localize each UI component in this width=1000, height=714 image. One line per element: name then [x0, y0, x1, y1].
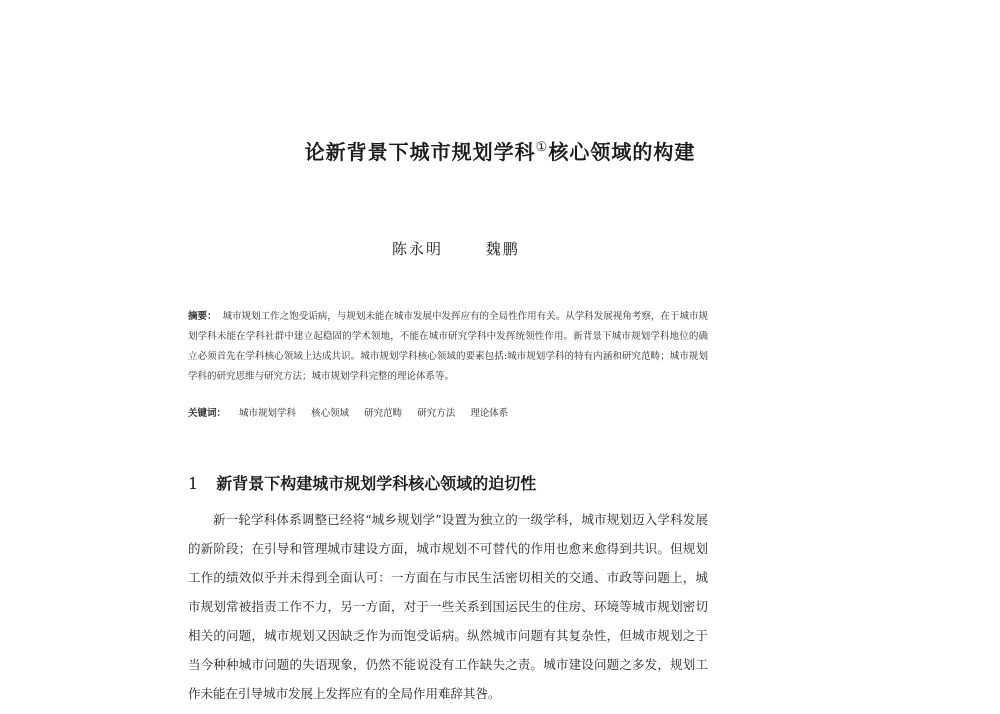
section-number: 1 — [188, 474, 199, 493]
keyword-item: 城市规划学科 — [239, 408, 297, 419]
authors — [392, 238, 520, 259]
section-heading — [188, 471, 536, 494]
abstract-text: 城市规划工作之饱受诟病，与规划未能在城市发展中发挥应有的全局性作用有关。从学科发展视角考察，在于城市规划学科未能在学科社群中建立起稳固的学术领地，不能在城市研究学科中发挥统领性作用。新背景下城市规划学科地位的确立必须首先在学科核心领域上达成共识。城市规划学科核心领域的要素包括:城市规划学科的特有内涵和研究范畴；城市规划学科的研究思维与研究方法；城市规划学科完整的理论体系等。 — [188, 311, 708, 382]
keywords-label: 关键词： — [188, 408, 227, 419]
paper-title-main: 论新背景下城市规划学科 — [304, 140, 536, 164]
body-paragraph: 新一轮学科体系调整已经将“城乡规划学”设置为独立的一级学科，城市规划迈入学科发展的新阶段；在引导和管理城市建设方面，城市规划不可替代的作用也愈来愈得到共识。但规划工作的绩效似乎并未得到全面认可：一方面在与市民生活密切相关的交通、市政等问题上，城市规划常被指责工作不力，另一方面，对于一些关系到国运民生的住房、环境等城市规划密切相关的问题，城市规划又因缺乏作为而饱受诟病。纵然城市问题有其复杂性，但城市规划之于当今种种城市问题的失语现象，仍然不能说没有工作缺失之责。城市建设问题之多发，规划工作未能在引导城市发展上发挥应有的全局作用难辞其咎。 — [188, 512, 708, 701]
abstract-label: 摘要： — [188, 311, 217, 322]
paper-title-rest: 核心领域的构建 — [548, 140, 696, 164]
keyword-item: 理论体系 — [470, 408, 509, 419]
author-1: 陈永明 — [392, 240, 444, 258]
paper-title — [305, 140, 696, 164]
title-footnote-mark[interactable]: ① — [535, 140, 549, 155]
keywords — [188, 405, 708, 419]
section-title: 新背景下构建城市规划学科核心领域的迫切性 — [216, 474, 537, 493]
keyword-item: 研究方法 — [417, 408, 456, 419]
keyword-item: 核心领域 — [311, 408, 350, 419]
author-2: 魏鹏 — [485, 240, 520, 258]
abstract — [188, 307, 708, 387]
title-block — [0, 136, 1000, 165]
keyword-item: 研究范畴 — [364, 408, 403, 419]
